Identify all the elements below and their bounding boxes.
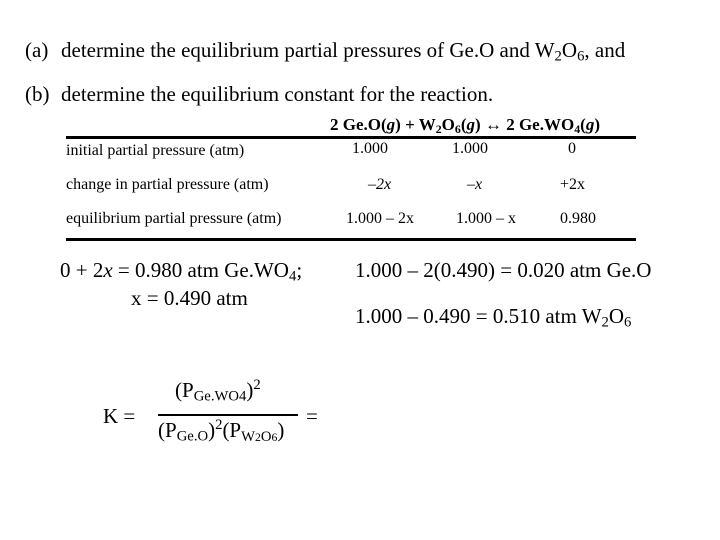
- row-eq-label: equilibrium partial pressure (atm): [66, 210, 282, 227]
- solution-right-2: 1.000 – 0.490 = 0.510 atm $W_2O_6$: [355, 304, 632, 331]
- solution-right-1: 1.000 – 2(0.490) = 0.020 atm Ge.O: [355, 258, 652, 282]
- part-a-label: (a): [25, 38, 49, 62]
- row-change-w: –x: [467, 176, 483, 193]
- row-change-label: change in partial pressure (atm): [66, 176, 269, 193]
- row-initial-label: initial partial pressure (atm): [66, 142, 245, 159]
- row-initial-ge: 1.000: [352, 140, 388, 157]
- row-change-ge: –2x: [368, 176, 392, 193]
- solution-left-1: 0 + 2x = 0.980 atm $Ge.WO_4$;: [60, 258, 303, 285]
- part-a-line: [25, 38, 625, 63]
- row-change-product: +2x: [560, 176, 586, 193]
- part-b-text: determine the equilibrium constant for the reaction.: [61, 82, 494, 106]
- row-eq-product: 0.980: [560, 210, 596, 227]
- k-fraction-bar: [158, 414, 298, 416]
- k-numerator: $(P_{Ge.WO4})^2$: [175, 376, 261, 405]
- row-initial-product: 0: [568, 140, 576, 157]
- row-eq-ge: 1.000 – 2x: [346, 210, 414, 227]
- part-b-label: (b): [25, 82, 50, 106]
- row-initial-w: 1.000: [452, 140, 488, 157]
- k-equals: =: [306, 404, 318, 428]
- k-denominator: $(P_{Ge.O})^2(P_{W2O6})$: [158, 416, 285, 445]
- solution-left-2: x = 0.490 atm: [131, 286, 248, 310]
- part-b-line: [25, 82, 493, 107]
- part-a-text: determine the equilibrium partial pressures of Ge.O and $W_2O_6$, and: [61, 38, 626, 65]
- table-bottom-rule: [66, 238, 636, 241]
- reaction-equation: 2 $Ge.O(g) + W_2O_6(g)$ ↔ 2 $Ge.WO_4(g)$: [330, 115, 600, 136]
- row-eq-w: 1.000 – x: [456, 210, 516, 227]
- table-top-rule: [66, 136, 636, 139]
- k-label: K =: [103, 404, 136, 428]
